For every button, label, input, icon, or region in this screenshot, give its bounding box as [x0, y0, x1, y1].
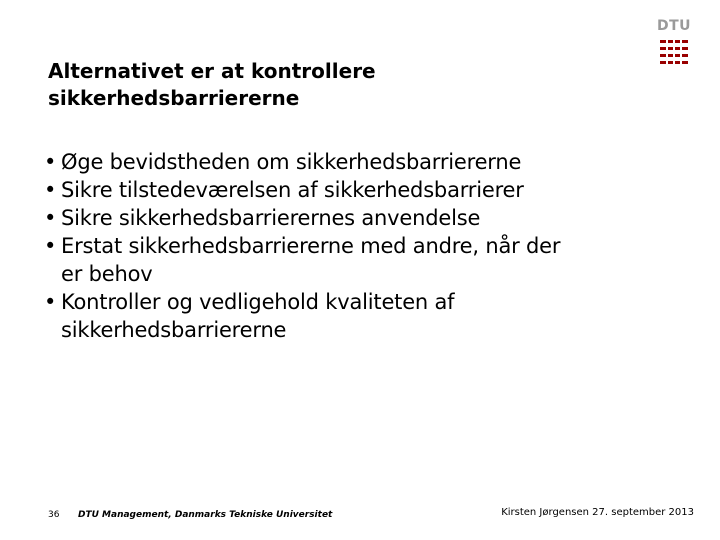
bullet-text: Sikre sikkerhedsbarrierernes anvendelse [61, 206, 481, 230]
bullet-item [44, 176, 684, 204]
bullet-icon: • [44, 178, 57, 202]
slide-title-line-2: sikkerhedsbarriererne [48, 86, 300, 110]
bullet-text: Kontroller og vedligehold kvaliteten af [61, 290, 455, 314]
footer-organization: DTU Management, Danmarks Tekniske Universitet [78, 510, 333, 520]
bullet-item [44, 288, 684, 344]
bullet-text: Øge bevidstheden om sikkerhedsbarriererne [61, 150, 522, 174]
bullet-icon: • [44, 234, 57, 258]
bullet-list [44, 148, 684, 344]
bullet-icon: • [44, 206, 57, 230]
bullet-item [44, 148, 684, 176]
bullet-icon: • [44, 150, 57, 174]
slide-title [48, 58, 608, 112]
dtu-logo-text: DTU [656, 18, 692, 34]
dtu-logo [656, 18, 692, 68]
dtu-logo-bars-icon [660, 40, 688, 66]
bullet-text-continuation: er behov [61, 262, 153, 286]
bullet-item [44, 232, 684, 288]
bullet-item [44, 204, 684, 232]
bullet-text: Sikre tilstedeværelsen af sikkerhedsbarrierer [61, 178, 524, 202]
bullet-icon: • [44, 290, 57, 314]
footer-author-date: Kirsten Jørgensen 27. september 2013 [501, 507, 694, 518]
dtu-logo-bar-group [660, 40, 688, 64]
page-number: 36 [48, 510, 60, 520]
bullet-text: Erstat sikkerhedsbarriererne med andre, når der [61, 234, 561, 258]
slide-title-line-1: Alternativet er at kontrollere [48, 59, 376, 83]
bullet-text-continuation: sikkerhedsbarriererne [61, 318, 287, 342]
